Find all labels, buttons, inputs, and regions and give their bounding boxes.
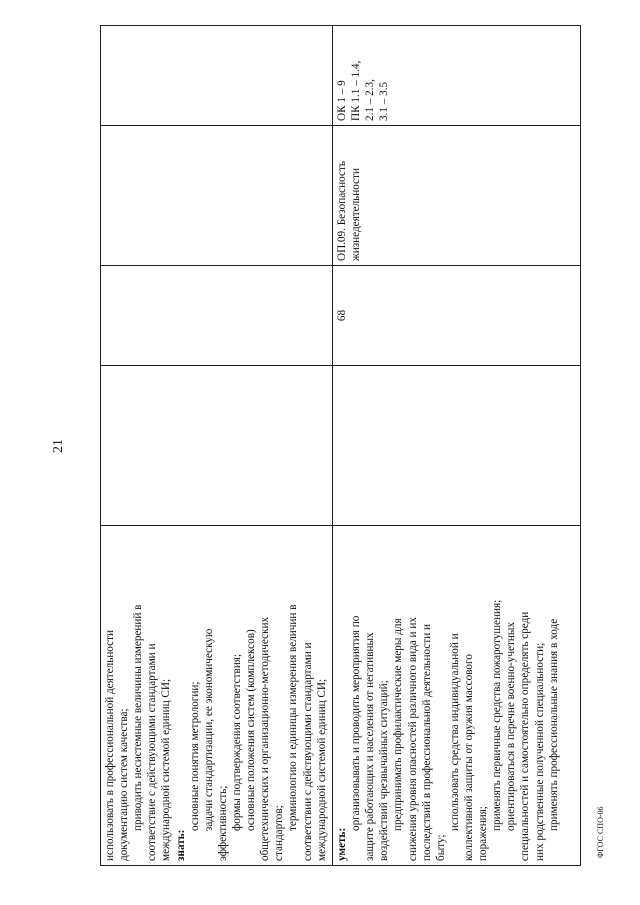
competencies-cell	[333, 26, 581, 126]
text-line: основные положения систем (комплексов)	[245, 629, 258, 831]
content-cell	[333, 526, 581, 866]
competency-code: 2.1 – 2.3,	[364, 79, 377, 121]
text-line: организовывать и проводить мероприятия по	[350, 615, 363, 831]
competency-code: 3.1 – 3.5	[378, 81, 391, 121]
text-line: знать:	[174, 829, 187, 861]
text-line: основные понятия метрологии;	[188, 681, 201, 831]
text-line: снижения уровня опасностей различного вида и их	[406, 617, 419, 861]
text-line: задачи стандартизации, ее экономическую	[202, 628, 215, 831]
text-line: формы подтверждения соответствия;	[230, 653, 243, 831]
text-line: международной системой единиц СИ;	[160, 678, 173, 861]
hours-max-cell	[101, 366, 333, 526]
text-line: стандартов;	[273, 805, 286, 861]
competency-code: ОК 1 – 9	[336, 80, 348, 121]
competency-code: ПК 1.1 – 1.4,	[350, 60, 363, 121]
hours-cell	[101, 266, 333, 366]
competency-table-rotated	[100, 26, 580, 866]
text-line: коллективной защиты от оружия массового	[462, 654, 475, 861]
text-line: быту;	[434, 834, 447, 861]
page-number: 21	[51, 439, 66, 453]
hours-value: 68	[336, 309, 348, 322]
discipline-name: ОП.09. Безопасность жизнедеятельности	[336, 161, 363, 261]
discipline-cell	[333, 126, 581, 266]
text-line: эффективность;	[216, 785, 229, 861]
text-line: специальностей и самостоятельно определять среди	[519, 611, 532, 861]
competencies-cell	[101, 26, 333, 126]
text-line: предпринимать профилактические меры для	[392, 618, 405, 831]
text-line: соответствии с действующими стандартами и	[301, 642, 314, 861]
text-line: поражения;	[477, 806, 490, 861]
content-cell	[101, 526, 333, 866]
text-line: уметь:	[336, 827, 348, 861]
text-line: международной системой единиц СИ;	[315, 678, 328, 861]
text-line: приводить несистемные величины измерений в	[132, 604, 145, 831]
text-line: соответствие с действующими стандартами и	[146, 643, 159, 861]
text-line: общетехнических и организационно-методических	[259, 616, 272, 861]
hours-max-cell	[333, 366, 581, 526]
text-line: применять профессиональные знания в ходе	[547, 618, 560, 831]
hours-cell	[333, 266, 581, 366]
footer-label: ФГОС СПО-06	[596, 806, 605, 858]
text-line: ориентироваться в перечне военно-учетных	[505, 622, 518, 831]
text-line: использовать средства индивидуальной и	[448, 633, 461, 831]
text-line: воздействий чрезвычайных ситуаций;	[378, 680, 391, 861]
text-line: документацию систем качества;	[118, 708, 131, 861]
competency-table	[100, 25, 581, 866]
text-line: защите работающих и населения от негативных	[364, 632, 377, 861]
text-line: применять первичные средства пожаротушения;	[491, 599, 504, 831]
text-line: них родственные полученной специальности;	[533, 642, 546, 861]
text-line: последствий в профессиональной деятельности и	[420, 623, 433, 861]
text-line: использовать в профессиональной деятельности	[104, 629, 116, 861]
table-row	[333, 26, 581, 866]
discipline-cell	[101, 126, 333, 266]
table-row	[101, 26, 333, 866]
text-line: терминологию и единицы измерения величин в	[287, 604, 300, 831]
